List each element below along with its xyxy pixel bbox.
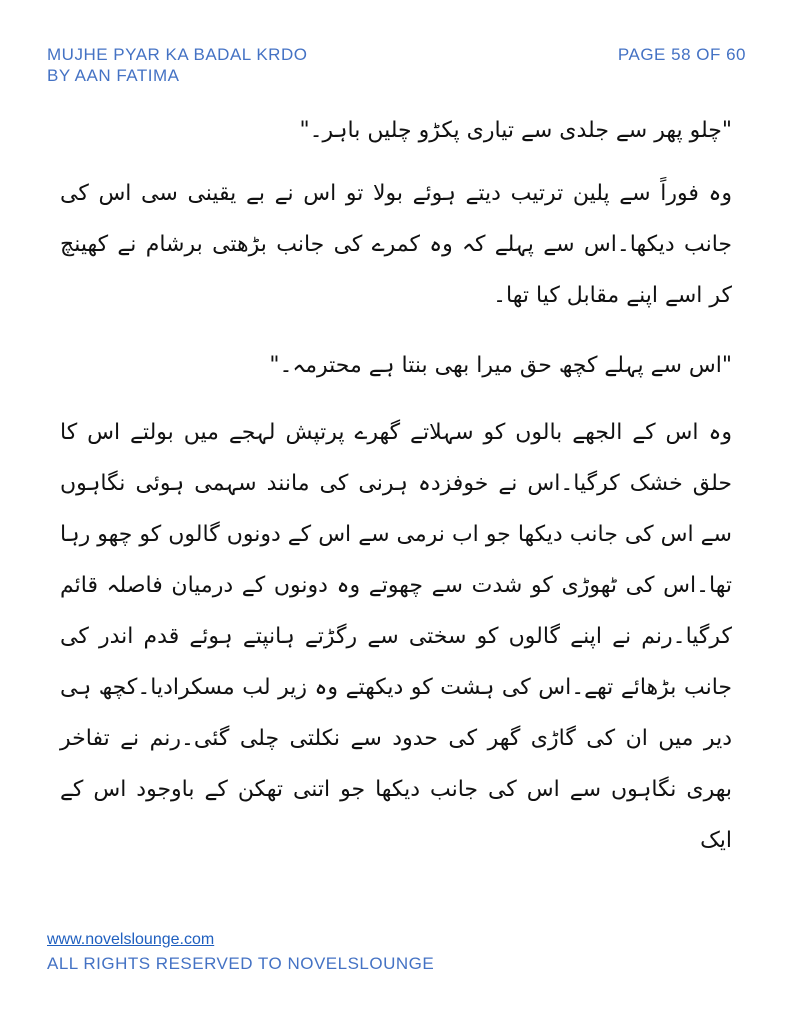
novel-body [60,108,732,866]
rights-notice: ALL RIGHTS RESERVED TO NOVELSLOUNGE [47,954,435,973]
novel-title: MUJHE PYAR KA BADAL KRDO [47,45,308,64]
novel-author: BY AAN FATIMA [47,66,180,85]
page-number: PAGE 58 OF 60 [617,45,746,64]
narration-paragraph-1: وہ فوراً سے پلین ترتیب دیتے ہوئے بولا تو اس نے بے یقینی سی اس کی جانب دیکھا۔اس سے پہلے کہ وہ کمرے کی جانب بڑھتی برشام نے کھینچ کر اسے اپنے مقابل کیا تھا۔ [60,181,732,308]
page-header-left [47,44,307,86]
narration-paragraph-2: وہ اس کے الجھے بالوں کو سہلاتے گھرے پرتپش لہجے میں بولتے اس کا حلق خشک کرگیا۔اس نے خوفزدہ ہرنی کی مانند سہمی ہوئی نگاہوں سے اس کی جانب دیکھا جو اب نرمی سے اس کے دونوں گالوں کو چھو رہا تھا۔اس کی ٹھوڑی کو شدت سے چھوتے وہ دونوں کے درمیان فاصلہ قائم کرگیا۔رنم نے اپنے گالوں کو سختی سے رگڑتے ہانپتے ہوئے قدم اندر کی جانب بڑھائے تھے۔اس کی ہشت کو دیکھتے وہ زیر لب مسکرادیا۔کچھ ہی دیر میں ان کی گاڑی گھر کی حدود سے نکلتی چلی گئی۔رنم نے تفاخر بھری نگاہوں سے اس کی جانب دیکھا جو اتنی تھکن کے باوجود اس کے ایک [60,420,732,853]
dialogue-paragraph-1: "چلو پھر سے جلدی سے تیاری پکڑو چلیں باہر۔" [299,118,732,143]
dialogue-paragraph-2: "اس سے پہلے کچھ حق میرا بھی بنتا ہے محترمہ۔" [269,353,732,378]
website-link[interactable]: www.novelslounge.com [47,931,215,948]
